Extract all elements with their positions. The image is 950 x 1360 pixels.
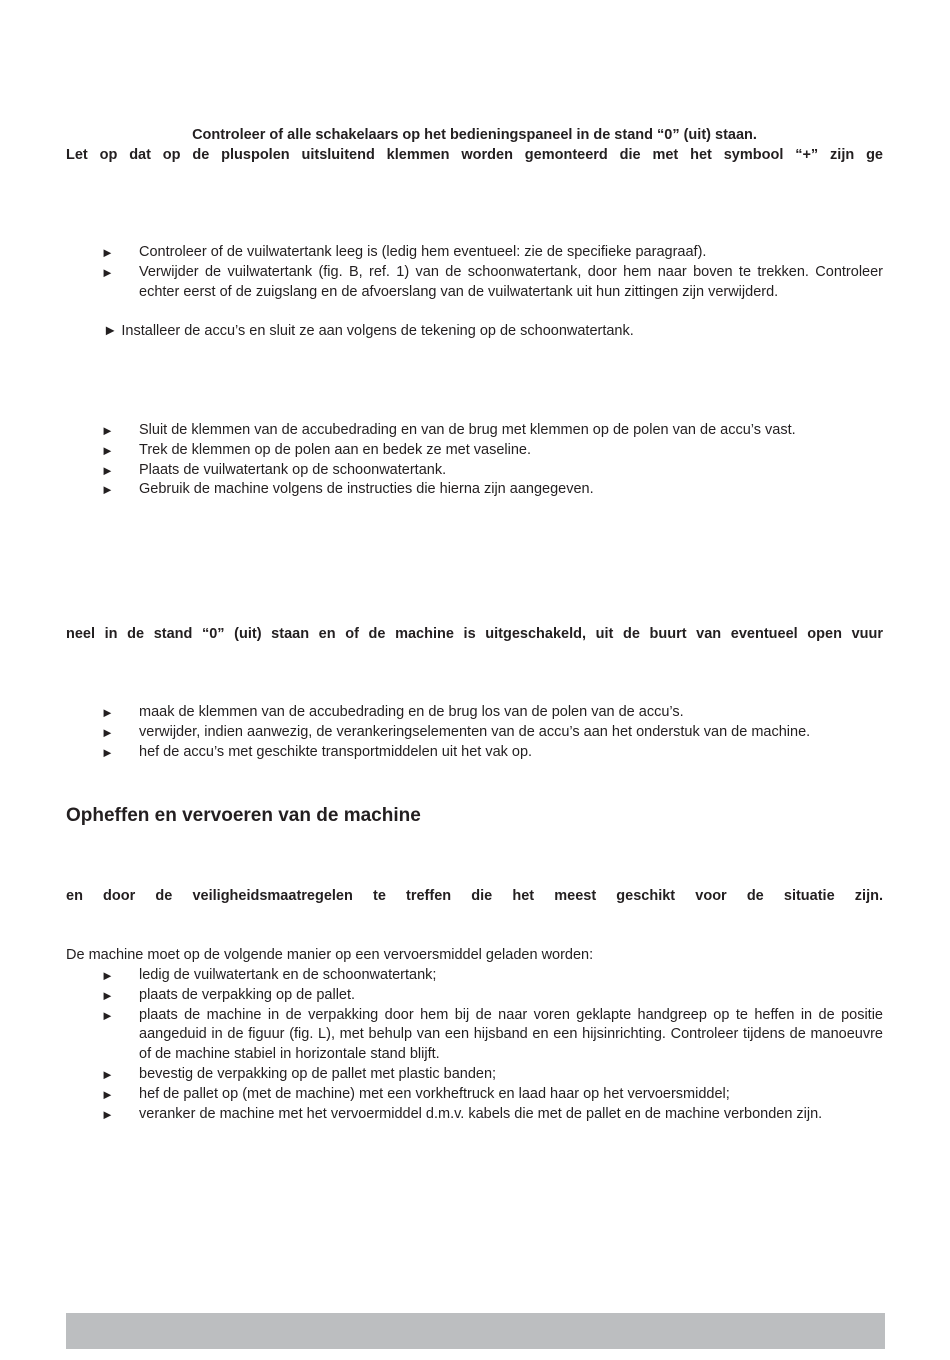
bullet-arrow-icon: ► [101, 1106, 114, 1122]
list-item-text: Gebruik de machine volgens de instructies die hierna zijn aangegeven. [139, 481, 594, 498]
list-item [66, 1085, 883, 1105]
notice-plus-poles: Let op dat op de pluspolen uitsluitend klemmen worden gemonteerd die met het symbool “+” zijn ge [66, 147, 883, 163]
list-item [66, 743, 883, 763]
bullet-arrow-icon: ► [101, 442, 114, 458]
remove-steps-list [66, 703, 883, 762]
bullet-arrow-icon: ► [101, 462, 114, 478]
notice-switches: Controleer of alle schakelaars op het bedieningspaneel in de stand “0” (uit) staan. [192, 127, 757, 143]
list-item [66, 703, 883, 723]
list-item-text: plaats de machine in de verpakking door hem bij de naar voren geklapte handgreep op te heffen in de positie aangeduid in de figuur (fig. L), met behulp van een hijsband en een hijsinrichting. Controleer tijdens de manoeuvre of de machine stabiel in horizontale stand blijft. [139, 1006, 883, 1063]
bullet-arrow-icon: ► [101, 744, 114, 760]
list-item-text: hef de pallet op (met de machine) met een vorkheftruck en laad haar op het vervoersmiddel; [139, 1085, 730, 1102]
bullet-arrow-icon: ► [101, 705, 114, 720]
section-heading-transport: Opheffen en vervoeren van de machine [66, 805, 421, 826]
bullet-arrow-icon: ► [101, 423, 114, 438]
notice-remove-batteries: neel in de stand “0” (uit) staan en of de machine is uitgeschakeld, uit de buurt van eventueel open vuur [66, 626, 883, 642]
bullet-arrow-icon: ► [101, 1066, 114, 1082]
list-item [66, 1065, 883, 1085]
list-item [66, 461, 845, 481]
list-item [66, 243, 883, 263]
list-item-text: maak de klemmen van de accubedrading en de brug los van de polen van de accu’s. [139, 704, 684, 720]
list-item-text: verwijder, indien aanwezig, de verankeringselementen van de accu’s aan het onderstuk van de machine. [139, 723, 811, 740]
bullet-arrow-icon: ► [101, 482, 114, 498]
bullet-arrow-icon: ► [101, 1086, 114, 1102]
bullet-arrow-icon: ► [101, 245, 114, 260]
list-item-text: Controleer of de vuilwatertank leeg is (ledig hem eventueel: zie de specifieke paragraaf). [139, 244, 707, 260]
list-item-text: veranker de machine met het vervoermiddel d.m.v. kabels die met de pallet en de machine verbonden zijn. [139, 1105, 823, 1122]
list-item-text: bevestig de verpakking op de pallet met plastic banden; [139, 1065, 497, 1082]
list-item [66, 986, 883, 1006]
install-steps-list [66, 243, 883, 302]
transport-steps-list [66, 966, 883, 1124]
list-item-text: Plaats de vuilwatertank op de schoonwatertank. [139, 461, 447, 478]
list-item [66, 1105, 883, 1125]
bullet-arrow-icon: ► [101, 724, 114, 740]
bullet-arrow-icon: ► [101, 1007, 114, 1023]
notice-safety-measures: en door de veiligheidsmaatregelen te treffen die het meest geschikt voor de situatie zijn. [66, 888, 883, 904]
bullet-arrow-icon: ► [101, 968, 114, 983]
list-item-text: Trek de klemmen op de polen aan en bedek ze met vaseline. [139, 441, 532, 458]
list-item [66, 421, 845, 441]
list-item-text: Verwijder de vuilwatertank (fig. B, ref. 1) van de schoonwatertank, door hem naar boven te trekken. Controleer echter eerst of de zuigslang en de afvoerslang van de vuilwatertank uit hun zittingen zijn verwijderd. [139, 263, 883, 300]
bullet-arrow-icon: ► [101, 264, 114, 280]
list-item-text: plaats de verpakking op de pallet. [139, 986, 356, 1003]
list-item [66, 263, 883, 303]
list-item-text: Sluit de klemmen van de accubedrading en van de brug met klemmen op de polen van de accu’s vast. [139, 422, 796, 438]
list-item-text: ledig de vuilwatertank en de schoonwatertank; [139, 967, 437, 983]
list-item [66, 441, 845, 461]
list-item [66, 966, 883, 986]
list-item [66, 1006, 883, 1065]
connect-steps-list [66, 421, 845, 500]
list-item [66, 480, 845, 500]
list-item-text: hef de accu’s met geschikte transportmiddelen uit het vak op. [139, 743, 533, 760]
transport-intro: De machine moet op de volgende manier op een vervoersmiddel geladen worden: [66, 947, 594, 963]
footer-bar [66, 1313, 885, 1349]
install-batteries-step: ► Installeer de accu’s en sluit ze aan volgens de tekening op de schoonwatertank. [103, 323, 634, 339]
list-item [66, 723, 883, 743]
bullet-arrow-icon: ► [101, 987, 114, 1003]
